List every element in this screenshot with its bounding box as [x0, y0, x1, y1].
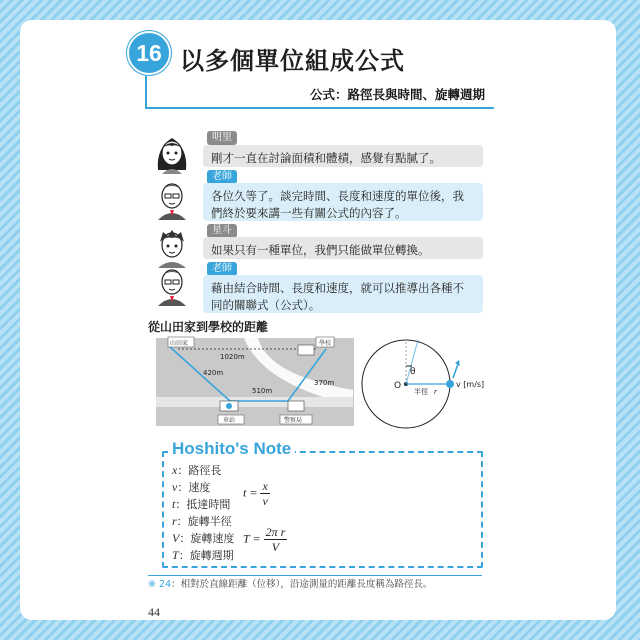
- dialogue-text: 藉由結合時間、長度和速度，就可以推導出各種不同的關聯式（公式）。: [211, 281, 464, 312]
- variable-meaning: 路徑長: [188, 464, 222, 477]
- variable-meaning: 旋轉週期: [189, 549, 234, 562]
- footnote: [148, 578, 432, 591]
- distance-label-top: 1020m: [220, 353, 245, 361]
- circle-velocity-label: v [m/s]: [456, 380, 484, 389]
- variable-meaning: 旋轉半徑: [187, 515, 232, 528]
- note-variable-row: v：速度: [172, 480, 211, 494]
- place-label-school: 學校: [319, 340, 332, 347]
- rotation-circle-figure: [356, 336, 484, 436]
- formula-denominator: v: [262, 494, 268, 508]
- circle-radius-label: 半徑: [414, 388, 428, 396]
- variable-meaning: 旋轉速度: [190, 532, 235, 545]
- place-label-station: 車站: [223, 417, 236, 424]
- title-rule-bottom: [145, 107, 494, 109]
- chapter-number-badge: 16: [127, 31, 171, 75]
- dialogue-bubble-4: [203, 275, 483, 313]
- footnote-rule: [148, 575, 482, 576]
- variable-symbol: v: [172, 480, 178, 494]
- variable-meaning: 抵達時間: [186, 498, 231, 511]
- place-label-police: 警察局: [284, 417, 303, 424]
- formula-denominator: V: [271, 540, 280, 554]
- formula-lhs: t =: [243, 485, 258, 500]
- distance-label-middle: 510m: [252, 387, 273, 395]
- dialogue-bubble-1: [203, 145, 483, 167]
- dialogue-text: 剛才一直在討論面積和體積，感覺有點膩了。: [211, 151, 441, 165]
- formula-fraction: [260, 479, 269, 508]
- place-label-yamada-home: 山田家: [170, 340, 189, 347]
- note-variable-row: r：旋轉半徑: [172, 514, 232, 528]
- chapter-title: 以多個單位組成公式: [180, 47, 405, 75]
- formula-fraction: [264, 525, 288, 554]
- circle-angle-label: θ: [410, 367, 416, 377]
- variable-symbol: V: [172, 531, 180, 545]
- teacher-avatar-icon: [150, 176, 194, 220]
- speaker-tag-hoshito: 星斗: [207, 224, 237, 238]
- note-variable-list: [172, 463, 234, 565]
- teacher-avatar-icon: [150, 262, 194, 306]
- variable-meaning: 速度: [188, 481, 211, 494]
- route-map-figure: [148, 335, 358, 430]
- formula-lhs: T =: [243, 531, 261, 546]
- dialogue-bubble-2: [203, 183, 483, 221]
- note-title: Hoshito's Note: [168, 439, 295, 459]
- circle-radius-var: r: [434, 388, 437, 396]
- page-number: 44: [148, 605, 160, 619]
- footnote-mark: ※ 24: [148, 579, 172, 590]
- variable-symbol: x: [172, 463, 178, 477]
- note-variable-row: x：路徑長: [172, 463, 222, 477]
- note-variable-row: V：旋轉速度: [172, 531, 235, 545]
- speaker-tag-akari: 明里: [207, 131, 237, 145]
- note-variable-row: T：旋轉週期: [172, 548, 234, 562]
- formula-numerator: 2π r: [265, 525, 286, 539]
- footnote-text: ：相對於直線距離（位移），沿途測量的距離長度稱為路徑長。: [171, 579, 433, 590]
- note-variable-row: t：抵達時間: [172, 497, 231, 511]
- title-rule-left: [145, 76, 147, 109]
- formula-numerator: x: [262, 479, 268, 493]
- dialogue-text: 如果只有一種單位，我們只能做單位轉換。: [211, 243, 430, 257]
- formula-arrival-time: [243, 479, 270, 508]
- chapter-subtitle: 公式：路徑長與時間、旋轉週期: [310, 87, 486, 102]
- speaker-tag-teacher: 老師: [207, 262, 237, 276]
- map-figure-heading: 從山田家到學校的距離: [148, 320, 269, 334]
- variable-symbol: t: [172, 497, 176, 511]
- circle-center-label: O: [394, 381, 402, 391]
- speaker-tag-teacher: 老師: [207, 170, 237, 184]
- dialogue-bubble-3: [203, 237, 483, 259]
- distance-label-right: 370m: [314, 379, 335, 387]
- distance-label-left: 420m: [203, 369, 224, 377]
- girl-avatar-icon: [150, 130, 194, 174]
- variable-symbol: T: [172, 548, 179, 562]
- formula-rotation-period: [243, 525, 287, 554]
- dialogue-text: 各位久等了。談完時間、長度和速度的單位後，我們終於要來講一些有關公式的內容了。: [211, 189, 464, 220]
- variable-symbol: r: [172, 514, 177, 528]
